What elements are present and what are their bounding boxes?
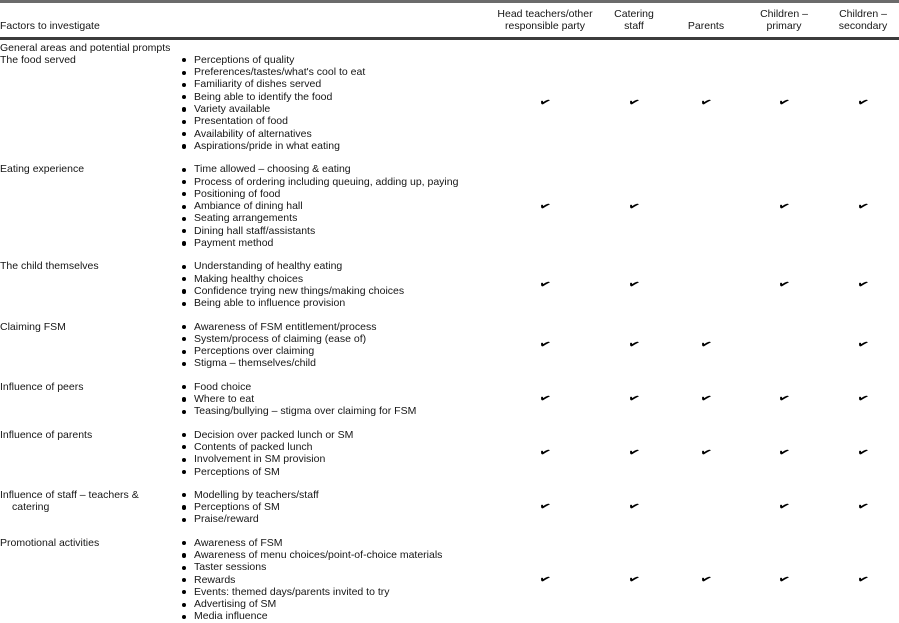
prompt-item: Teasing/bullying – stigma over claiming for FSM <box>178 405 493 417</box>
check-cell <box>597 163 671 249</box>
prompt-item: Understanding of healthy eating <box>178 260 493 272</box>
check-cell <box>827 489 899 526</box>
check-cell <box>493 381 597 418</box>
check-icon: ✔ <box>537 498 553 515</box>
prompt-item: Perceptions over claiming <box>178 345 493 357</box>
prompt-item: System/process of claiming (ease of) <box>178 333 493 345</box>
prompts-list <box>178 54 493 152</box>
prompt-item: Confidence trying new things/making choices <box>178 285 493 297</box>
prompt-item: Events: themed days/parents invited to try <box>178 586 493 598</box>
check-icon: ✔ <box>537 444 553 461</box>
table-row <box>0 54 899 152</box>
prompt-item: Being able to influence provision <box>178 297 493 309</box>
check-cell <box>597 321 671 370</box>
prompts-list <box>178 489 493 526</box>
prompt-item: Awareness of menu choices/point-of-choice materials <box>178 549 493 561</box>
check-cell <box>671 381 741 418</box>
prompt-item: Awareness of FSM <box>178 537 493 549</box>
prompt-item: Taster sessions <box>178 561 493 573</box>
prompt-item: Contents of packed lunch <box>178 441 493 453</box>
factor-label: The child themselves <box>0 260 99 273</box>
factor-label: Influence of staff – teachers & catering <box>0 488 139 514</box>
header-catering-staff <box>597 8 671 33</box>
prompt-item: Decision over packed lunch or SM <box>178 429 493 441</box>
prompt-item: Rewards <box>178 574 493 586</box>
check-icon: ✔ <box>537 275 553 293</box>
prompt-item: Involvement in SM provision <box>178 453 493 465</box>
header-children-primary-line2: primary <box>766 20 802 33</box>
check-icon: ✔ <box>537 94 553 111</box>
check-icon: ✔ <box>855 197 871 214</box>
check-icon: ✔ <box>537 390 553 407</box>
check-cell <box>827 321 899 370</box>
header-children-primary <box>741 8 827 33</box>
header-head-teachers-line2: responsible party <box>505 20 585 33</box>
table-row <box>0 489 899 526</box>
header-factors-to-investigate: Factors to investigate <box>0 20 100 33</box>
check-cell <box>671 537 741 623</box>
prompt-item: Dining hall staff/assistants <box>178 225 493 237</box>
header-catering-staff-line2: staff <box>624 20 644 33</box>
section-label: General areas and potential prompts <box>0 41 171 54</box>
check-icon: ✔ <box>626 197 642 214</box>
prompt-item: Praise/reward <box>178 513 493 525</box>
prompt-item: Variety available <box>178 103 493 115</box>
prompts-list <box>178 321 493 370</box>
table-row <box>0 321 899 370</box>
check-icon: ✔ <box>698 444 714 461</box>
header-children-secondary-line1: Children – <box>839 8 887 20</box>
prompt-item: Positioning of food <box>178 188 493 200</box>
check-cell <box>493 163 597 249</box>
check-icon: ✔ <box>698 390 714 407</box>
prompt-item: Payment method <box>178 237 493 249</box>
check-icon: ✔ <box>626 275 642 293</box>
prompt-item: Familiarity of dishes served <box>178 78 493 90</box>
check-cell <box>597 260 671 309</box>
table-row <box>0 381 899 418</box>
prompt-item: Where to eat <box>178 393 493 405</box>
header-children-secondary-line2: secondary <box>838 20 888 33</box>
check-cell <box>671 163 741 249</box>
prompts-list <box>178 163 493 249</box>
prompt-item: Perceptions of quality <box>178 54 493 66</box>
prompts-list <box>178 429 493 478</box>
check-icon: ✔ <box>698 336 714 353</box>
prompt-item: Modelling by teachers/staff <box>178 489 493 501</box>
table-row <box>0 537 899 623</box>
factor-label: Influence of parents <box>0 428 93 441</box>
check-icon: ✔ <box>855 390 871 407</box>
prompts-list <box>178 381 493 418</box>
prompt-item: Time allowed – choosing & eating <box>178 163 493 175</box>
check-cell <box>741 537 827 623</box>
prompts-list <box>178 260 493 309</box>
table-header-row <box>0 3 899 40</box>
table-body <box>0 40 899 623</box>
check-cell <box>671 321 741 370</box>
check-cell <box>741 321 827 370</box>
prompt-item: Preferences/tastes/what's cool to eat <box>178 66 493 78</box>
check-cell <box>597 537 671 623</box>
check-cell <box>741 163 827 249</box>
check-icon: ✔ <box>537 570 553 588</box>
factor-label: Claiming FSM <box>0 320 66 333</box>
check-icon: ✔ <box>855 498 871 515</box>
check-icon: ✔ <box>776 197 792 214</box>
check-cell <box>827 54 899 152</box>
check-icon: ✔ <box>776 390 792 407</box>
check-cell <box>827 429 899 478</box>
check-icon: ✔ <box>776 570 792 588</box>
check-icon: ✔ <box>855 94 871 111</box>
check-cell <box>671 54 741 152</box>
header-children-secondary <box>827 8 899 33</box>
check-icon: ✔ <box>626 94 642 111</box>
factor-label: Influence of peers <box>0 380 84 393</box>
check-cell <box>827 260 899 309</box>
check-cell <box>827 537 899 623</box>
header-parents <box>671 20 741 32</box>
table-row <box>0 163 899 249</box>
check-cell <box>597 54 671 152</box>
table-row <box>0 260 899 309</box>
prompt-item: Awareness of FSM entitlement/process <box>178 321 493 333</box>
prompt-item: Aspirations/pride in what eating <box>178 140 493 152</box>
check-icon: ✔ <box>776 444 792 461</box>
check-icon: ✔ <box>626 444 642 461</box>
check-cell <box>741 381 827 418</box>
table-row <box>0 429 899 478</box>
check-cell <box>597 429 671 478</box>
check-cell <box>597 489 671 526</box>
check-icon: ✔ <box>626 336 642 353</box>
prompt-item: Perceptions of SM <box>178 501 493 513</box>
prompt-item: Perceptions of SM <box>178 466 493 478</box>
check-cell <box>741 260 827 309</box>
prompt-item: Process of ordering including queuing, adding up, paying <box>178 176 493 188</box>
check-icon: ✔ <box>698 94 714 111</box>
prompt-item: Seating arrangements <box>178 212 493 224</box>
check-icon: ✔ <box>776 275 792 293</box>
check-cell <box>741 54 827 152</box>
prompts-list <box>178 537 493 623</box>
prompt-item: Being able to identify the food <box>178 91 493 103</box>
check-cell <box>827 381 899 418</box>
check-cell <box>741 489 827 526</box>
check-icon: ✔ <box>537 197 553 214</box>
check-cell <box>493 321 597 370</box>
check-cell <box>597 381 671 418</box>
check-cell <box>827 163 899 249</box>
check-icon: ✔ <box>776 94 792 111</box>
header-parents-line1: Parents <box>687 20 725 33</box>
header-head-teachers <box>493 8 597 33</box>
prompt-item: Ambiance of dining hall <box>178 200 493 212</box>
header-children-primary-line1: Children – <box>760 8 808 20</box>
check-cell <box>493 537 597 623</box>
check-icon: ✔ <box>776 498 792 515</box>
check-cell <box>493 489 597 526</box>
check-icon: ✔ <box>855 570 871 588</box>
check-cell <box>671 429 741 478</box>
prompt-item: Stigma – themselves/child <box>178 357 493 369</box>
check-icon: ✔ <box>855 275 871 293</box>
factor-label: Eating experience <box>0 163 85 176</box>
check-cell <box>493 54 597 152</box>
check-cell <box>493 260 597 309</box>
factor-label: The food served <box>0 53 76 66</box>
header-head-teachers-line1: Head teachers/other <box>497 8 593 20</box>
prompt-item: Making healthy choices <box>178 273 493 285</box>
prompt-item: Media influence <box>178 610 493 622</box>
check-icon: ✔ <box>537 336 553 353</box>
check-cell <box>741 429 827 478</box>
check-cell <box>671 489 741 526</box>
factor-label: Promotional activities <box>0 536 100 549</box>
header-catering-staff-line1: Catering <box>614 8 654 20</box>
check-icon: ✔ <box>855 444 871 461</box>
prompt-item: Availability of alternatives <box>178 128 493 140</box>
check-icon: ✔ <box>626 498 642 515</box>
check-cell <box>671 260 741 309</box>
check-icon: ✔ <box>626 390 642 407</box>
prompt-item: Presentation of food <box>178 115 493 127</box>
check-icon: ✔ <box>698 570 714 588</box>
prompt-item: Food choice <box>178 381 493 393</box>
check-icon: ✔ <box>626 570 642 588</box>
prompt-item: Advertising of SM <box>178 598 493 610</box>
check-icon: ✔ <box>855 336 871 353</box>
check-cell <box>493 429 597 478</box>
